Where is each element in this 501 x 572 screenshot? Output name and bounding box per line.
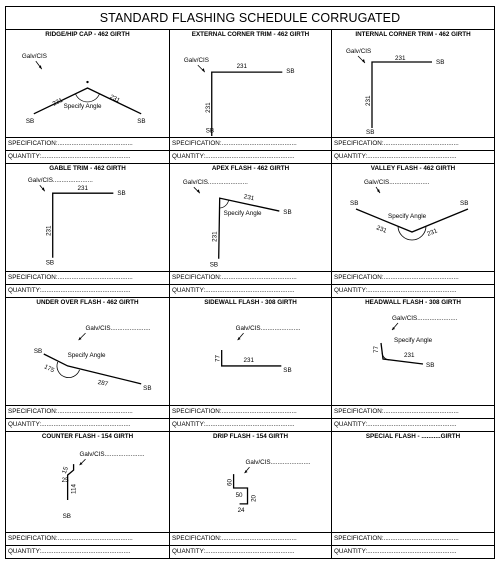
cell-title: RIDGE/HIP CAP - 462 GIRTH [45,31,130,38]
counter-flash-drawing [6,442,169,538]
dim-right: 20 [250,494,258,502]
sb-left: SB [33,348,43,356]
sb-right: SB [286,68,295,76]
specification-field[interactable]: SPECIFICATION:........................................... [6,137,169,150]
dim-left: 231 [51,96,64,108]
quantity-field[interactable]: QUANTITY:................................................... [6,418,169,431]
cell-internal-corner-trim [332,30,494,164]
apex-flash-drawing [170,174,331,270]
cell-valley-flash [332,164,494,298]
quantity-field[interactable]: QUANTITY:................................................... [6,284,169,297]
angle-arc [220,200,229,208]
angle-label: Specify Angle [63,102,102,110]
cell-ridge-hip-cap [6,30,170,164]
dim-right: 231 [426,227,439,238]
cell-title: EXTERNAL CORNER TRIM - 462 GIRTH [191,31,310,38]
angle-dot [86,81,88,83]
ridge-hip-cap-drawing [6,40,169,136]
cell-title: DRIP FLASH - 154 GIRTH [212,433,289,440]
galv-label: Galv/CIS [21,53,47,61]
specification-field[interactable]: SPECIFICATION:........................................... [170,271,331,284]
sb-bottom: SB [62,512,71,520]
sb-right: SB [117,190,126,198]
dim-top: 231 [243,193,255,203]
galv-arrowhead [202,68,205,72]
sb-bottom: SB [45,259,55,267]
dim-left: 231 [204,102,212,113]
dim-middle: 25 [61,477,69,485]
cell-title: HEADWALL FLASH - 308 GIRTH [365,299,461,306]
page-title: STANDARD FLASHING SCHEDULE CORRUGATED [6,7,494,30]
galv-label: Galv/CIS....................... [364,179,430,186]
sb-bottom: SB [205,127,215,135]
cell-title: UNDER OVER FLASH - 462 GIRTH [36,299,139,306]
specification-field[interactable]: SPECIFICATION:........................................... [170,532,331,545]
cell-title: APEX FLASH - 462 GIRTH [211,165,290,172]
cell-title: GABLE TRIM - 462 GIRTH [49,165,126,172]
specification-field[interactable]: SPECIFICATION:........................................... [170,137,331,150]
sb-right: SB [436,59,445,66]
specification-field[interactable]: SPECIFICATION:........................................... [6,405,169,418]
galv-arrowhead [362,59,365,63]
gable-trim-drawing [6,174,169,270]
sb-right: SB [283,209,292,217]
dim-vertical: 77 [373,345,380,353]
angle-label: Specify Angle [223,210,262,218]
cell-external-corner-trim [170,30,332,164]
corner-profile [372,62,432,128]
headwall-profile [381,343,423,364]
dim-middle: 50 [235,491,243,499]
sb-right: SB [460,200,469,207]
specification-field[interactable]: SPECIFICATION:........................................... [332,137,494,150]
cell-counter-flash [6,432,170,558]
dim-left: 175 [42,363,56,375]
valley-flash-drawing [332,174,494,270]
galv-label: Galv/CIS....................... [182,179,248,187]
sb-right: SB [137,117,146,125]
angle-label: Specify Angle [67,351,106,359]
cell-title: INTERNAL CORNER TRIM - 462 GIRTH [355,31,471,38]
headwall-flash-drawing [332,308,494,404]
dim-bottom: 24 [237,506,245,514]
dim-left: 231 [365,95,372,106]
cell-under-over-flash [6,298,170,432]
cell-sidewall-flash [170,298,332,432]
dim-top: 15 [60,465,70,475]
corner-profile [212,72,283,136]
special-flash-drawing-area[interactable] [332,442,494,538]
dim-right: 287 [97,378,109,388]
galv-label: Galv/CIS....................... [27,177,93,185]
dim-vertical: 77 [214,355,222,362]
dim-left: 231 [211,231,219,242]
galv-arrowhead [197,189,200,193]
angle-label: Specify Angle [388,213,427,220]
flashing-schedule-sheet [5,6,495,559]
angle-label: Specify Angle [394,337,433,344]
cell-title: COUNTER FLASH - 154 GIRTH [41,433,134,440]
cell-title: VALLEY FLASH - 462 GIRTH [370,165,456,172]
cell-title: SIDEWALL FLASH - 308 GIRTH [204,299,297,306]
sb-left: SB [25,117,35,125]
specification-field[interactable]: SPECIFICATION:........................................... [332,532,494,545]
quantity-field[interactable]: QUANTITY:................................................... [332,418,494,431]
dim-vertical: 114 [70,484,78,494]
galv-label: Galv/CIS....................... [235,325,301,333]
galv-label: Galv/CIS....................... [85,325,151,333]
dim-horizontal: 231 [404,352,415,359]
quantity-field[interactable]: QUANTITY:................................................... [332,284,494,297]
sb-bottom: SB [209,261,219,269]
quantity-field[interactable]: QUANTITY:................................................... [6,150,169,163]
external-corner-trim-drawing [170,40,331,136]
galv-label: Galv/CIS [346,48,372,55]
dim-horizontal: 231 [243,356,254,364]
cell-special-flash [332,432,494,558]
galv-label: Galv/CIS....................... [245,459,311,467]
apex-profile [219,198,280,259]
sb-bottom: SB [366,129,375,136]
under-over-flash-drawing [6,308,169,404]
sb-left: SB [350,200,359,207]
dim-left: 231 [375,224,388,235]
angle-arc [76,94,100,102]
quantity-field[interactable]: QUANTITY:................................................... [170,150,331,163]
sb-right: SB [283,366,292,374]
specification-field[interactable]: SPECIFICATION:........................................... [6,532,169,545]
galv-label: Galv/CIS [183,57,209,65]
ridge-profile [34,88,141,114]
quantity-field[interactable]: QUANTITY:................................................... [170,284,331,297]
dim-top: 231 [395,55,406,62]
sb-right: SB [143,384,152,392]
galv-label: Galv/CIS....................... [79,451,145,459]
specification-field[interactable]: SPECIFICATION:........................................... [170,405,331,418]
quantity-field[interactable]: QUANTITY:................................................... [170,418,331,431]
cell-title: SPECIAL FLASH - ...........GIRTH [365,433,461,440]
quantity-field[interactable]: QUANTITY:................................................... [6,545,169,558]
specification-field[interactable]: SPECIFICATION:........................................... [6,271,169,284]
cell-gable-trim [6,164,170,298]
cell-drip-flash [170,432,332,558]
dim-top: 231 [77,185,88,193]
cell-apex-flash [170,164,332,298]
cell-headwall-flash [332,298,494,432]
quantity-field[interactable]: QUANTITY:................................................... [332,545,494,558]
quantity-field[interactable]: QUANTITY:................................................... [170,545,331,558]
internal-corner-trim-drawing [332,40,494,136]
specification-field[interactable]: SPECIFICATION:........................................... [332,271,494,284]
gable-profile [53,193,114,258]
galv-label: Galv/CIS....................... [392,315,458,322]
dim-right: 231 [108,93,121,105]
flashing-grid [6,30,494,558]
angle-arc [57,362,80,378]
specification-field[interactable]: SPECIFICATION:........................................... [332,405,494,418]
dim-top: 231 [236,63,248,71]
drip-profile [234,474,248,504]
sidewall-flash-drawing [170,308,331,404]
drip-flash-drawing [170,442,331,538]
dim-left: 231 [45,225,53,236]
dim-top: 60 [226,479,234,487]
quantity-field[interactable]: QUANTITY:................................................... [332,150,494,163]
sb-right: SB [426,362,435,369]
